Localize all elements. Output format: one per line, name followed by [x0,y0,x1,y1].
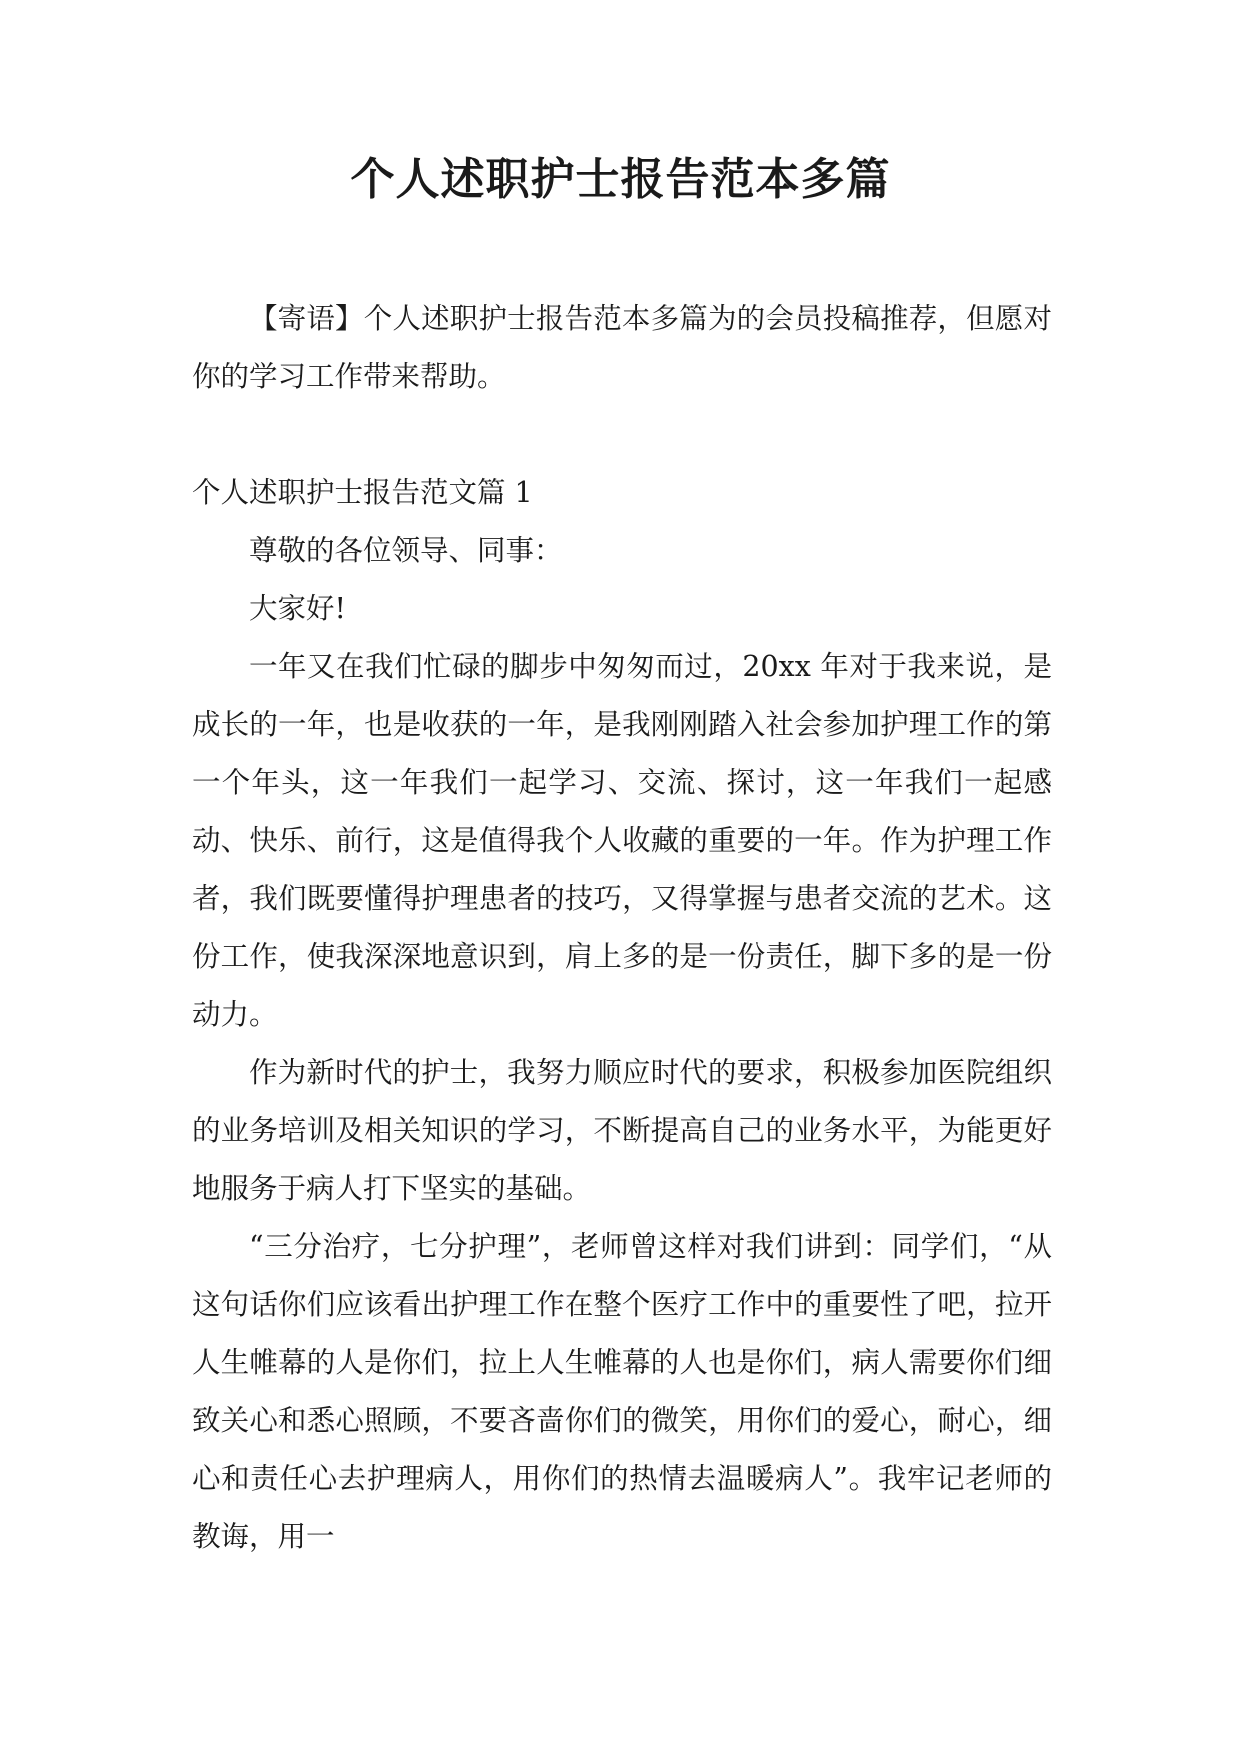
intro-paragraph: 【寄语】个人述职护士报告范本多篇为的会员投稿推荐，但愿对你的学习工作带来帮助。 [192,302,1052,393]
document-body [192,290,1052,1566]
section-heading: 个人述职护士报告范文篇 1 [192,476,533,509]
salutation-paragraph: 尊敬的各位领导、同事： [249,534,563,567]
body-paragraph: 一年又在我们忙碌的脚步中匆匆而过，20xx 年对于我来说，是成长的一年，也是收获的一年，是我刚刚踏入社会参加护理工作的第一个年头，这一年我们一起学习、交流、探讨，这一年我们一起感动、快乐、前行，这是值得我个人收藏的重要的一年。作为护理工作者，我们既要懂得护理患者的技巧，又得掌握与患者交流的艺术。这份工作，使我深深地意识到，肩上多的是一份责任，脚下多的是一份动力。 [192,650,1052,1031]
body-paragraph: 作为新时代的护士，我努力顺应时代的要求，积极参加医院组织的业务培训及相关知识的学习，不断提高自己的业务水平，为能更好地服务于病人打下坚实的基础。 [192,1056,1052,1205]
spacer [192,406,1052,464]
greeting-paragraph: 大家好! [249,592,346,625]
body-paragraph: “三分治疗，七分护理”，老师曾这样对我们讲到：同学们，“从这句话你们应该看出护理工作在整个医疗工作中的重要性了吧，拉开人生帷幕的人是你们，拉上人生帷幕的人也是你们，病人需要你们细致关心和悉心照顾，不要吝啬你们的微笑，用你们的爱心，耐心，细心和责任心去护理病人，用你们的热情去温暖病人”。我牢记老师的教诲，用一 [192,1230,1052,1553]
page-title: 个人述职护士报告范本多篇 [350,154,891,205]
